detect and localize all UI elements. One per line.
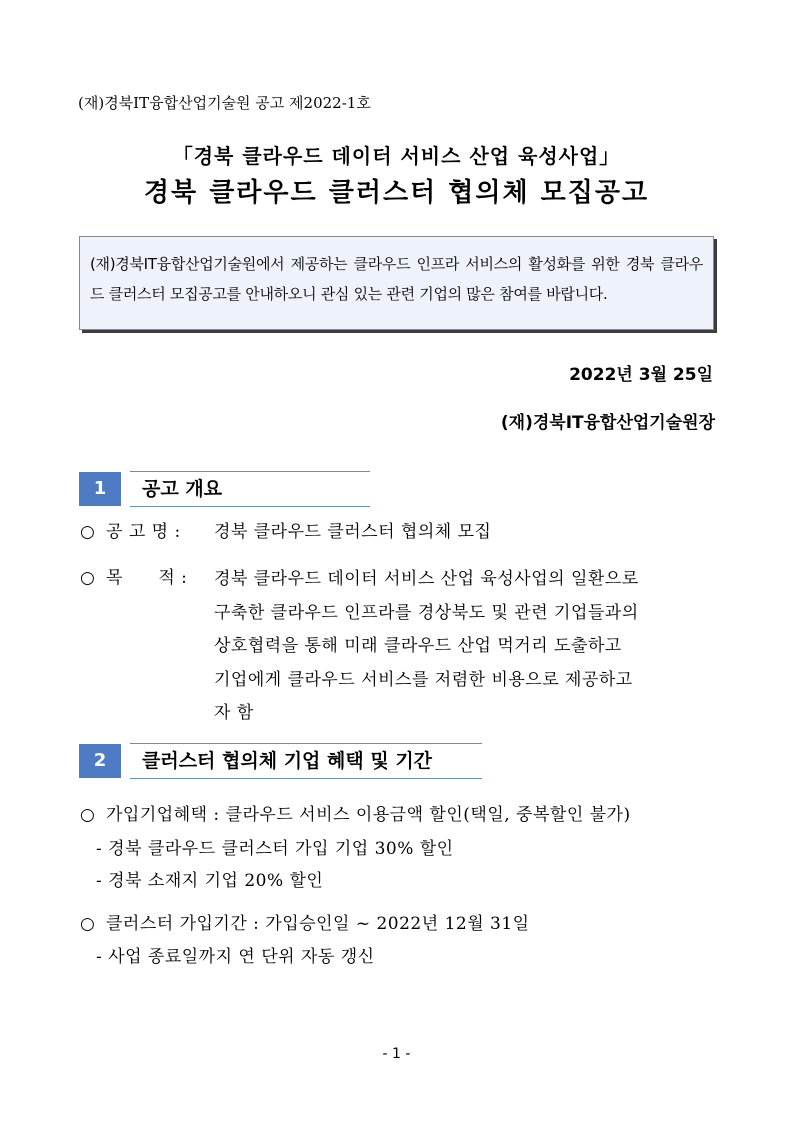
benefit-sub: - 경북 클라우드 클러스터 가입 기업 30% 할인 <box>96 839 454 859</box>
intro-text: (재)경북IT융합산업기술원에서 제공하는 클라우드 인프라 서비스의 활성화를 위한 경북 클라우드 클러스터 모집공고를 안내하오니 관심 있는 관련 기업의 많은 참여를 바랍니다. <box>90 255 703 303</box>
item-value-line: 상호협력을 통해 미래 클라우드 산업 먹거리 도출하고 <box>214 636 622 656</box>
program-title: 「경북 클라우드 데이터 서비스 산업 육성사업」 <box>172 144 621 168</box>
issuer-name: (재)경북IT융합산업기술원장 <box>500 413 715 433</box>
item-value-line: 기업에게 클라우드 서비스를 저렴한 비용으로 제공하고 <box>214 669 633 690</box>
notice-number: (재)경북IT융합산업기술원 공고 제2022-1호 <box>78 94 371 112</box>
period-line: 클러스터 가입기간 : 가입승인일 ~ 2022년 12월 31일 <box>106 914 530 934</box>
section-2-number: 2 <box>79 744 121 778</box>
issue-date: 2022년 3월 25일 <box>569 365 713 385</box>
period-sub: - 사업 종료일까지 연 단위 자동 갱신 <box>96 947 375 967</box>
item-value-line: 자 함 <box>214 703 254 723</box>
item-value: 경북 클라우드 클러스터 협의체 모집 <box>214 522 492 542</box>
benefit-line: 가입기업혜택 : 클라우드 서비스 이용금액 할인(택일, 중복할인 불가) <box>106 805 631 825</box>
item-value-line: 경북 클라우드 데이터 서비스 산업 육성사업의 일환으로 <box>214 569 639 589</box>
circle-bullet-icon: ○ <box>80 522 96 542</box>
intro-box <box>79 236 714 330</box>
section-2-title: 클러스터 협의체 기업 혜택 및 기간 <box>130 743 482 779</box>
item-label: 공 고 명 : <box>106 522 181 542</box>
section-1-title: 공고 개요 <box>130 471 370 507</box>
page-title: 경북 클라우드 클러스터 협의체 모집공고 <box>143 178 650 208</box>
page-number: - 1 - <box>382 1046 411 1062</box>
section-1-item-name <box>80 517 95 547</box>
circle-bullet-icon: ○ <box>80 568 96 588</box>
benefit-sub: - 경북 소재지 기업 20% 할인 <box>96 871 324 891</box>
circle-bullet-icon: ○ <box>80 805 96 825</box>
item-label: 목 적 : <box>106 568 188 588</box>
section-2-benefit <box>80 800 95 830</box>
item-value-block <box>214 563 719 731</box>
section-2-period <box>80 909 95 939</box>
section-1-item-purpose <box>80 563 95 593</box>
item-value-line: 구축한 클라우드 인프라를 경상북도 및 관련 기업들과의 <box>214 602 639 623</box>
section-1-number: 1 <box>79 472 121 506</box>
circle-bullet-icon: ○ <box>80 914 96 934</box>
